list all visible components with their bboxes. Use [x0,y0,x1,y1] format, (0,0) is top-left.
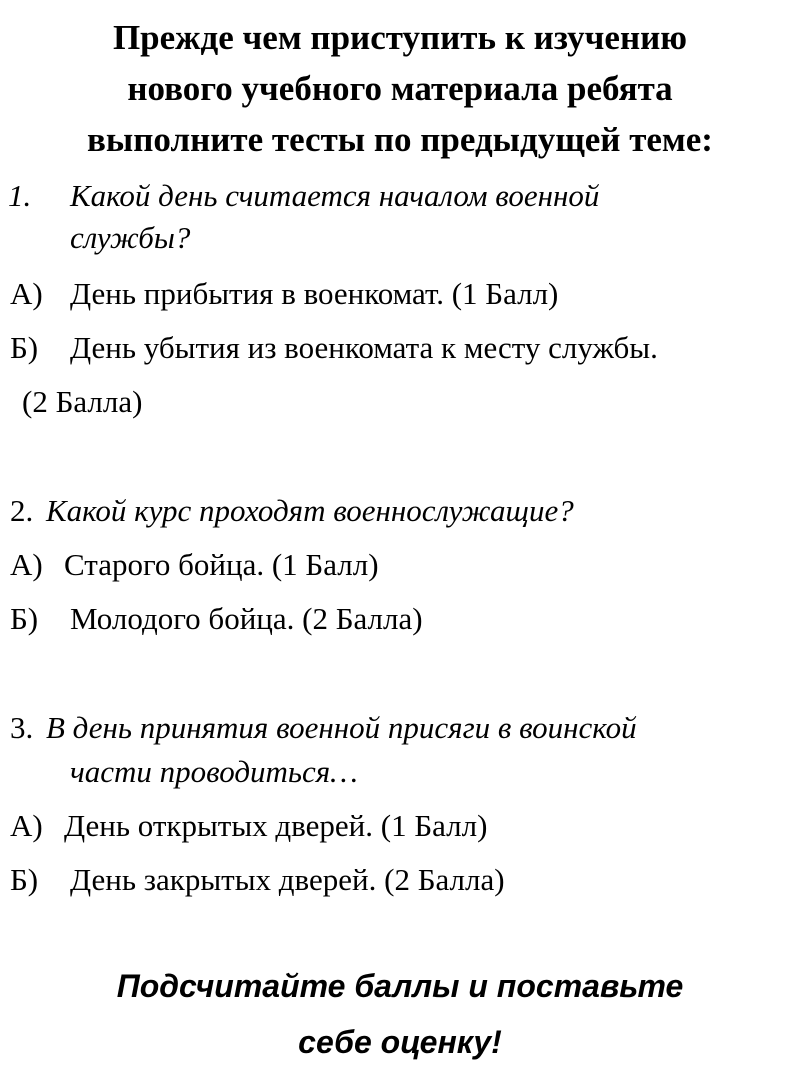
question-1-option-b-text: День убытия из военкомата к месту службы. [70,330,658,365]
question-1-option-b-marker: Б) [10,330,39,365]
question-1-number: 1. [8,178,32,213]
question-1-option-b-continuation: (2 Балла) [22,384,143,419]
question-1-text-line-2: службы? [70,220,191,255]
question-2-option-b-marker: Б) [10,601,39,636]
question-3-number: 3. [10,710,34,745]
question-2-option-b-text: Молодого бойца. (2 Балла) [70,601,423,636]
question-3-option-b-text: День закрытых дверей. (2 Балла) [70,862,505,897]
page-title [0,12,800,165]
question-3-option-a-text: День открытых дверей. (1 Балл) [64,808,488,843]
question-2-option-a-marker: А) [10,547,43,582]
question-1-option-a-marker: А) [10,276,43,311]
question-1-option-a-text: День прибытия в военкомат. (1 Балл) [70,276,559,311]
question-1-text-line-1: Какой день считается началом военной [70,178,600,213]
question-2-number: 2. [10,493,34,528]
title-line-2: нового учебного материала ребята [127,69,673,108]
footer-line-1: Подсчитайте баллы и поставьте [116,968,684,1004]
question-3-text-line-2: части проводиться… [70,754,358,789]
title-line-3: выполните тесты по предыдущей теме: [87,120,713,159]
question-2-text-line-1: Какой курс проходят военнослужащие? [46,493,574,528]
question-2-option-a-text: Старого бойца. (1 Балл) [64,547,379,582]
question-3-option-a-marker: А) [10,808,43,843]
question-3-text-line-1: В день принятия военной присяги в воинской [46,710,637,745]
footer-line-2: себе оценку! [298,1024,502,1060]
question-3-option-b-marker: Б) [10,862,39,897]
title-line-1: Прежде чем приступить к изучению [112,18,688,57]
